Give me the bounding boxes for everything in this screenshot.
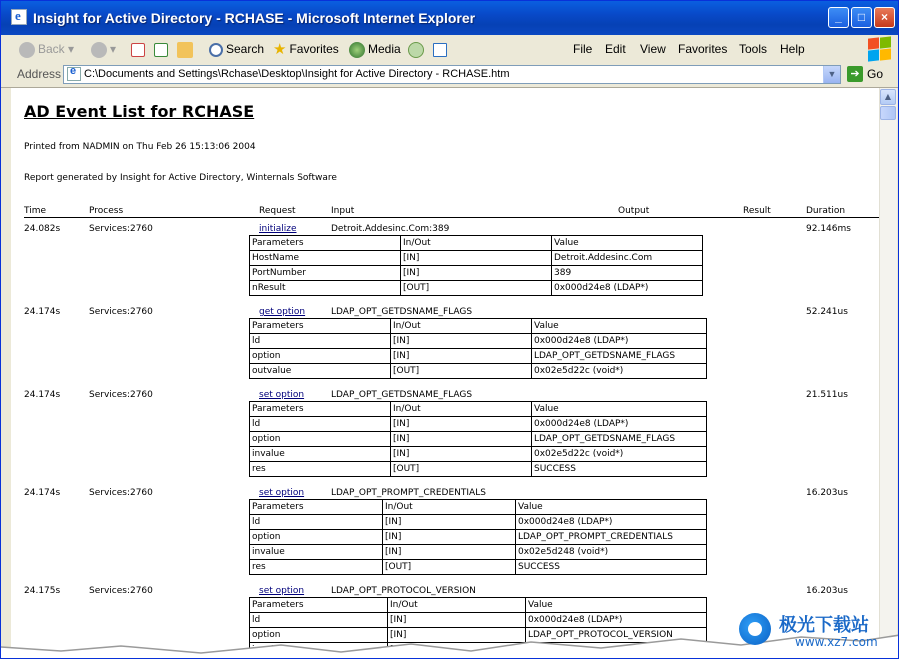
parameters-table	[249, 235, 703, 296]
parameters-header-cell: In/Out	[383, 500, 516, 515]
parameter-row	[250, 334, 707, 349]
parameters-header-cell: In/Out	[401, 236, 552, 251]
parameter-name: ld	[250, 515, 383, 530]
event-request-link[interactable]: get option	[259, 307, 306, 317]
event-process: Services:2760	[89, 586, 153, 596]
back-arrow-icon	[19, 42, 35, 58]
standard-toolbar	[1, 35, 898, 64]
parameter-direction: [IN]	[391, 349, 532, 364]
parameters-header-row	[250, 402, 707, 417]
parameter-name: invalue	[250, 447, 391, 462]
parameters-header-cell: Value	[532, 402, 707, 417]
parameter-name: option	[250, 628, 388, 643]
parameter-value: 389	[552, 266, 703, 281]
parameters-header-cell: Parameters	[250, 598, 388, 613]
event-input: LDAP_OPT_GETDSNAME_FLAGS	[331, 390, 473, 400]
parameter-row	[250, 432, 707, 447]
event-process: Services:2760	[89, 224, 153, 234]
parameter-value: 0x000d24e8 (LDAP*)	[526, 613, 707, 628]
parameter-direction: [OUT]	[391, 364, 532, 379]
parameter-value: 0x000d24e8 (LDAP*)	[516, 515, 707, 530]
parameter-direction: [IN]	[391, 447, 532, 462]
event-duration: 16.203us	[806, 488, 848, 498]
parameters-header-cell: Value	[532, 319, 707, 334]
parameter-value: 0x000d24e8 (LDAP*)	[552, 281, 703, 296]
parameter-direction: [IN]	[383, 515, 516, 530]
parameter-value: Detroit.Addesinc.Com	[552, 251, 703, 266]
parameters-header-cell: Value	[552, 236, 703, 251]
header-process: Process	[89, 206, 124, 216]
parameters-header-cell: Value	[526, 598, 707, 613]
parameter-name: nResult	[250, 281, 401, 296]
scroll-thumb[interactable]	[880, 106, 896, 120]
event-request-link[interactable]: set option	[259, 390, 305, 400]
printed-info: Printed from NADMIN on Thu Feb 26 15:13:06 2004	[24, 142, 256, 152]
favorites-button[interactable]: ★ Favorites	[273, 40, 339, 58]
parameter-row	[250, 515, 707, 530]
header-rule	[24, 217, 879, 218]
parameter-direction: [OUT]	[391, 462, 532, 477]
header-result: Result	[743, 206, 771, 216]
event-time: 24.174s	[24, 488, 61, 498]
event-time: 24.175s	[24, 586, 61, 596]
parameters-header-row	[250, 500, 707, 515]
parameter-name: res	[250, 560, 383, 575]
event-process: Services:2760	[89, 390, 153, 400]
parameters-table	[249, 499, 707, 575]
address-dropdown-button[interactable]: ▼	[823, 66, 840, 83]
parameters-header-row	[250, 236, 703, 251]
history-icon	[408, 42, 424, 58]
search-icon	[209, 43, 223, 57]
parameter-name: invalue	[250, 545, 383, 560]
go-button[interactable]: ➔ Go	[847, 66, 883, 82]
header-output: Output	[618, 206, 650, 216]
parameter-name: res	[250, 462, 391, 477]
parameter-row	[250, 281, 703, 296]
parameter-direction: [IN]	[401, 266, 552, 281]
parameter-direction: [IN]	[391, 432, 532, 447]
home-button[interactable]	[177, 40, 196, 58]
watermark-url: www.xz7.com	[795, 635, 878, 649]
star-icon: ★	[273, 40, 287, 58]
menu-view[interactable]: View	[640, 42, 666, 56]
parameter-value: 0x02e5d22c (void*)	[532, 364, 707, 379]
parameter-name: option	[250, 530, 383, 545]
parameters-header-row	[250, 598, 707, 613]
parameters-header-cell: Parameters	[250, 500, 383, 515]
refresh-button[interactable]	[154, 40, 171, 58]
parameter-row	[250, 545, 707, 560]
parameter-value: 0x02e5d22c (void*)	[532, 447, 707, 462]
event-input: LDAP_OPT_GETDSNAME_FLAGS	[331, 307, 473, 317]
parameter-row	[250, 462, 707, 477]
menu-tools[interactable]: Tools	[739, 42, 768, 56]
parameter-direction: [IN]	[383, 545, 516, 560]
parameter-value: 0x000d24e8 (LDAP*)	[532, 417, 707, 432]
event-duration: 16.203us	[806, 586, 848, 596]
watermark-name: 极光下载站	[779, 615, 869, 636]
parameters-table	[249, 401, 707, 477]
window-title: Insight for Active Directory - RCHASE - Microsoft Internet Explorer	[33, 10, 476, 26]
parameters-table	[249, 318, 707, 379]
forward-button[interactable]: ▾	[91, 40, 116, 58]
parameter-name: outvalue	[250, 364, 391, 379]
page-title: AD Event List for RCHASE	[24, 102, 255, 121]
home-icon	[177, 42, 193, 58]
parameter-value: 0x02e5d248 (void*)	[516, 545, 707, 560]
parameters-header-cell: In/Out	[388, 598, 526, 613]
menu-edit[interactable]: Edit	[605, 42, 626, 56]
parameter-value: SUCCESS	[532, 462, 707, 477]
parameter-direction: [IN]	[383, 530, 516, 545]
parameter-value: LDAP_OPT_PROMPT_CREDENTIALS	[516, 530, 707, 545]
title-bar[interactable]	[1, 1, 898, 35]
address-value: C:\Documents and Settings\Rchase\Desktop\Insight for Active Directory - RCHASE.htm	[84, 68, 510, 80]
event-duration: 92.146ms	[806, 224, 851, 234]
header-duration: Duration	[806, 206, 846, 216]
parameter-name: ld	[250, 613, 388, 628]
vertical-scrollbar[interactable]	[879, 88, 897, 659]
parameter-direction: [OUT]	[401, 281, 552, 296]
generated-info: Report generated by Insight for Active Directory, Winternals Software	[24, 173, 337, 183]
event-process: Services:2760	[89, 488, 153, 498]
parameter-direction: [IN]	[388, 613, 526, 628]
watermark-logo-icon	[739, 613, 771, 645]
parameters-header-cell: Parameters	[250, 236, 401, 251]
watermark	[739, 609, 897, 653]
parameter-value: SUCCESS	[516, 560, 707, 575]
back-button[interactable]: Back ▾	[19, 40, 74, 58]
parameter-name: HostName	[250, 251, 401, 266]
forward-arrow-icon	[91, 42, 107, 58]
parameter-row	[250, 530, 707, 545]
event-input: Detroit.Addesinc.Com:389	[331, 224, 450, 234]
parameter-value: LDAP_OPT_PROTOCOL_VERSION	[526, 628, 707, 643]
parameter-direction: [IN]	[391, 334, 532, 349]
media-globe-icon	[349, 42, 365, 58]
history-button[interactable]	[408, 40, 427, 58]
event-time: 24.082s	[24, 224, 61, 234]
parameter-row	[250, 447, 707, 462]
scroll-up-button[interactable]: ▲	[880, 89, 896, 105]
event-input: LDAP_OPT_PROTOCOL_VERSION	[331, 586, 476, 596]
event-request-link[interactable]: initialize	[259, 224, 297, 234]
menu-file[interactable]: File	[573, 42, 593, 56]
event-request-link[interactable]: set option	[259, 586, 305, 596]
windows-logo-icon	[866, 36, 892, 62]
mail-button[interactable]	[433, 40, 450, 58]
parameter-name: PortNumber	[250, 266, 401, 281]
maximize-button[interactable]: □	[851, 7, 872, 28]
parameter-value: LDAP_OPT_GETDSNAME_FLAGS	[532, 432, 707, 447]
parameter-direction: [IN]	[388, 628, 526, 643]
parameter-row	[250, 613, 707, 628]
parameters-header-cell: Value	[516, 500, 707, 515]
page-icon	[67, 67, 81, 81]
close-button[interactable]: ×	[874, 7, 895, 28]
menu-help[interactable]: Help	[780, 42, 805, 56]
parameters-header-row	[250, 319, 707, 334]
parameters-header-cell: Parameters	[250, 402, 391, 417]
address-label: Address	[17, 67, 62, 81]
ie-page-icon[interactable]	[11, 9, 27, 25]
parameter-value: LDAP_OPT_GETDSNAME_FLAGS	[532, 349, 707, 364]
media-button[interactable]: Media	[349, 40, 401, 58]
header-time: Time	[24, 206, 47, 216]
address-input[interactable]	[63, 65, 841, 84]
parameter-value: 0x000d24e8 (LDAP*)	[532, 334, 707, 349]
event-process: Services:2760	[89, 307, 153, 317]
event-request-link[interactable]: set option	[259, 488, 305, 498]
parameter-direction: [OUT]	[383, 560, 516, 575]
event-input: LDAP_OPT_PROMPT_CREDENTIALS	[331, 488, 486, 498]
parameter-row	[250, 560, 707, 575]
header-input: Input	[331, 206, 355, 216]
header-request: Request	[259, 206, 296, 216]
event-time: 24.174s	[24, 390, 61, 400]
parameter-row	[250, 364, 707, 379]
stop-icon	[131, 43, 145, 57]
minimize-button[interactable]: _	[828, 7, 849, 28]
event-duration: 52.241us	[806, 307, 848, 317]
parameter-name: option	[250, 349, 391, 364]
event-duration: 21.511us	[806, 390, 848, 400]
parameter-name: option	[250, 432, 391, 447]
address-bar	[1, 63, 898, 88]
parameters-header-cell: In/Out	[391, 402, 532, 417]
go-arrow-icon: ➔	[847, 66, 863, 82]
page-content	[11, 88, 879, 659]
parameter-row	[250, 266, 703, 281]
stop-button[interactable]	[131, 40, 148, 58]
event-time: 24.174s	[24, 307, 61, 317]
parameter-row	[250, 417, 707, 432]
parameter-row	[250, 349, 707, 364]
parameter-row	[250, 251, 703, 266]
refresh-icon	[154, 43, 168, 57]
mail-icon	[433, 43, 447, 57]
parameter-name: ld	[250, 417, 391, 432]
parameters-header-cell: In/Out	[391, 319, 532, 334]
parameter-direction: [IN]	[391, 417, 532, 432]
parameter-name: ld	[250, 334, 391, 349]
parameters-header-cell: Parameters	[250, 319, 391, 334]
search-button[interactable]: Search	[209, 40, 264, 58]
parameter-direction: [IN]	[401, 251, 552, 266]
menu-favorites[interactable]: Favorites	[678, 42, 728, 56]
